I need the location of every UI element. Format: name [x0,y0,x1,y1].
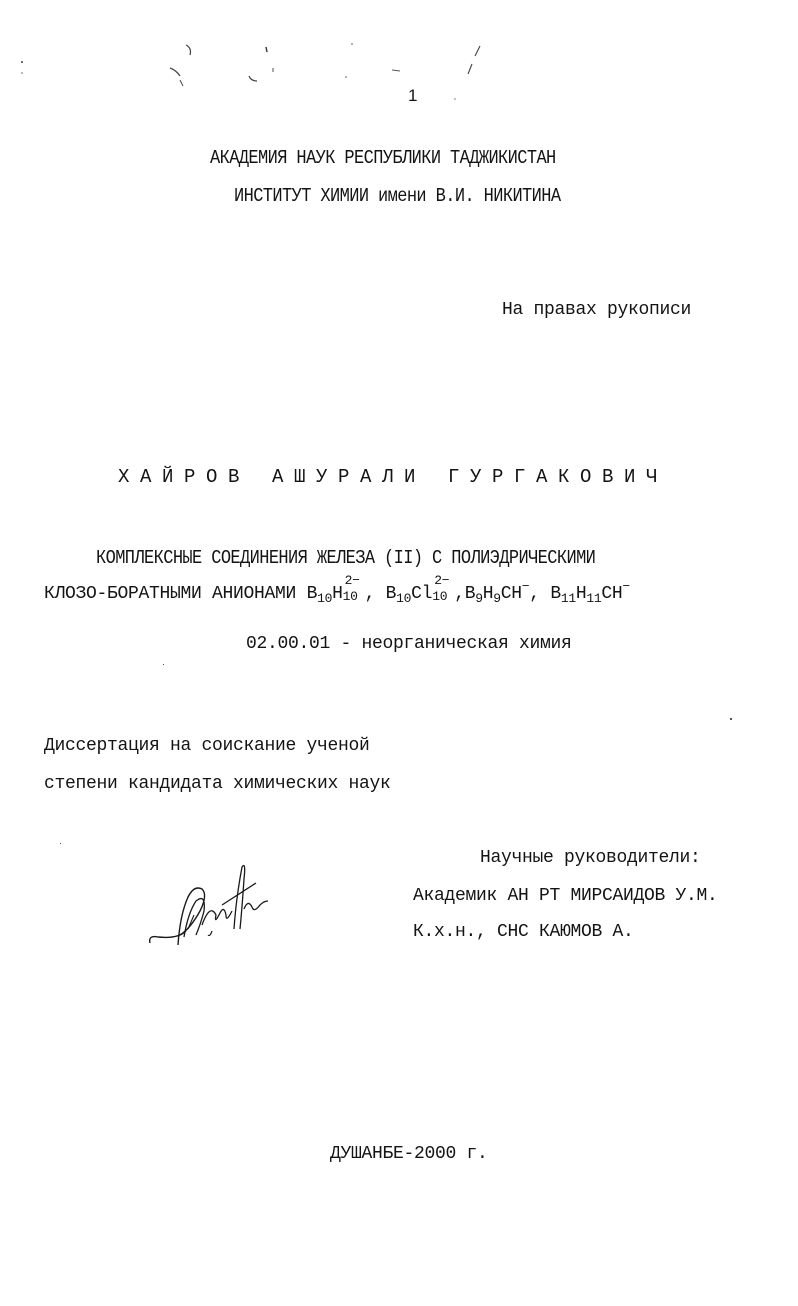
formula-b11h11ch: $B_{11}H_{11}CH^-$ [550,579,630,606]
title-line-2-prefix: КЛОЗО-БОРАТНЫМИ АНИОНАМИ [44,584,297,604]
scan-speck [163,664,164,665]
supervisors-heading: Научные руководители: [480,848,701,868]
signature-icon [140,855,280,960]
scan-speck [730,718,732,720]
dissertation-line-2: степени кандидата химических наук [44,774,391,794]
specialty-code: 02.00.01 - неорганическая химия [246,634,572,654]
formula-b9h9ch: $B_9H_9CH^-$, [464,579,540,606]
organization-academy: АКАДЕМИЯ НАУК РЕСПУБЛИКИ ТАДЖИКИСТАН [210,148,556,170]
scan-artifacts [0,0,798,140]
author-name: ХАЙРОВ АШУРАЛИ ГУРГАКОВИЧ [118,466,669,488]
supervisor-1: Академик АН РТ МИРСАИДОВ У.М. [413,886,718,906]
title-line-2 [44,573,630,606]
city-year: ДУШАНБЕ-2000 г. [330,1144,488,1164]
dissertation-line-1: Диссертация на соискание ученой [44,736,370,756]
rights-notice: На правах рукописи [502,300,692,320]
formula-b10h10: $B_{10}H$ 2− 10 , [306,573,376,606]
supervisor-2: К.х.н., СНС КАЮМОВ А. [413,922,634,942]
scan-speck [60,843,61,844]
title-line-1: КОМПЛЕКСНЫЕ СОЕДИНЕНИЯ ЖЕЛЕЗА (II) С ПОЛИЭДРИЧЕСКИМИ [96,548,596,570]
page-number: 1 [408,86,418,105]
formula-b10cl10: $B_{10}Cl$ 2− 10 , [385,573,465,606]
organization-institute: ИНСТИТУТ ХИМИИ имени В.И. НИКИТИНА [234,186,561,208]
